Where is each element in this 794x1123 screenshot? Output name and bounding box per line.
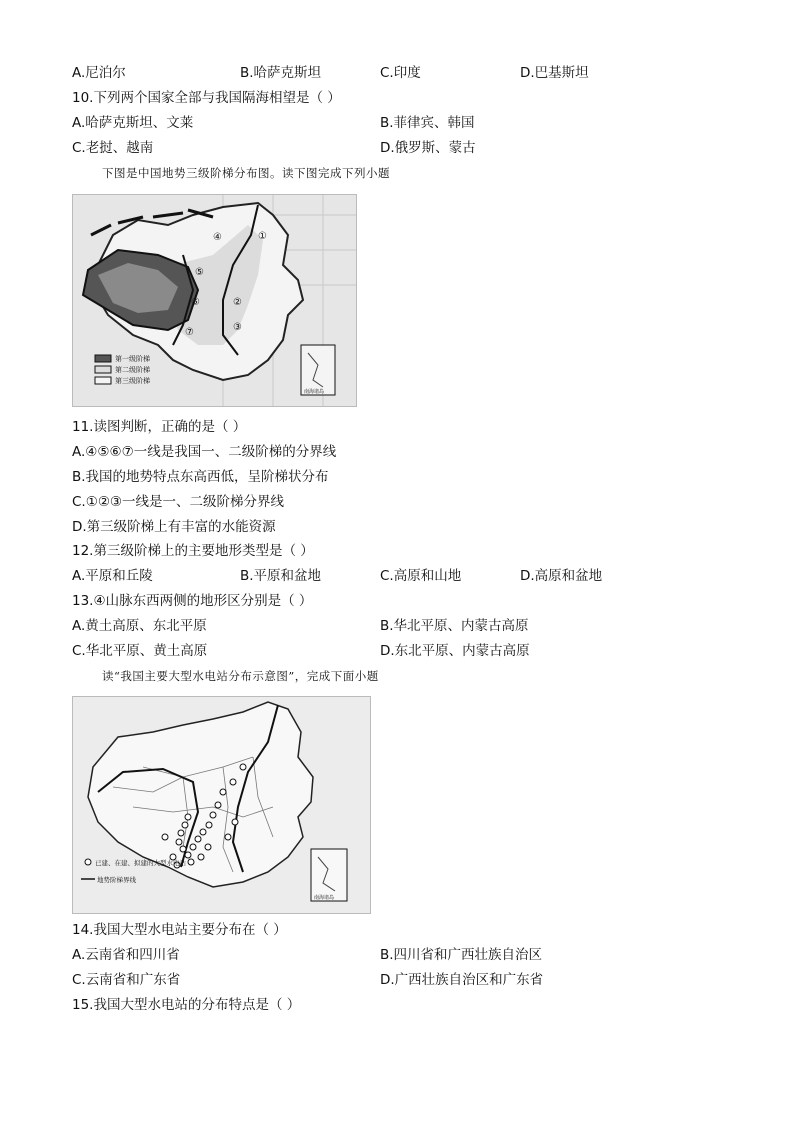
marker-2: ② — [233, 297, 242, 308]
q12-option-b: B.平原和盆地 — [240, 568, 322, 584]
marker-1: ① — [258, 231, 267, 242]
q12-option-a: A.平原和丘陵 — [72, 568, 153, 584]
marker-5: ⑤ — [195, 267, 204, 278]
q14-option-d: D.广西壮族自治区和广东省 — [380, 972, 544, 988]
legend-second-step: 第二级阶梯 — [115, 366, 150, 374]
legend-third-step: 第三级阶梯 — [115, 377, 150, 385]
q13-option-b: B.华北平原、内蒙古高原 — [380, 618, 529, 634]
q9-option-a: A.尼泊尔 — [72, 65, 126, 81]
q12-option-c: C.高原和山地 — [380, 568, 462, 584]
q9-option-b: B.哈萨克斯坦 — [240, 65, 322, 81]
q13-option-a: A.黄土高原、东北平原 — [72, 618, 207, 634]
q14-stem: 14.我国大型水电站主要分布在（ ） — [72, 922, 287, 938]
q10-option-b: B.菲律宾、韩国 — [380, 115, 475, 131]
intro-hydro-map: 读“我国主要大型水电站分布示意图”，完成下面小题 — [102, 669, 379, 683]
inset-label: 南海诸岛 — [304, 389, 325, 395]
south-sea-inset — [301, 345, 335, 395]
marker-7: ⑦ — [185, 327, 194, 338]
legend-step-boundary: 地势阶梯界线 — [97, 876, 136, 884]
q9-option-d: D.巴基斯坦 — [520, 65, 589, 81]
q14-option-c: C.云南省和广东省 — [72, 972, 181, 988]
q12-stem: 12.第三级阶梯上的主要地形类型是（ ） — [72, 543, 314, 559]
q11-stem: 11.读图判断，正确的是（ ） — [72, 419, 247, 435]
terrain-steps-map — [72, 194, 357, 407]
hydropower-map — [72, 696, 371, 914]
q15-stem: 15.我国大型水电站的分布特点是（ ） — [72, 997, 301, 1013]
map1-legend — [95, 354, 150, 385]
q12-option-d: D.高原和盆地 — [520, 568, 603, 584]
hydropower-map-graphic — [73, 697, 370, 913]
q14-option-b: B.四川省和广西壮族自治区 — [380, 947, 543, 963]
marker-3: ③ — [233, 322, 242, 333]
q10-stem: 10.下列两个国家全部与我国隔海相望是（ ） — [72, 90, 341, 106]
legend-hydropower-station: 已建、在建、拟建的大型水电站 — [95, 859, 186, 867]
q11-option-a: A.④⑤⑥⑦一线是我国一、二级阶梯的分界线 — [72, 444, 337, 460]
south-sea-inset-2 — [311, 849, 347, 901]
q13-option-c: C.华北平原、黄土高原 — [72, 643, 208, 659]
q11-option-b: B.我国的地势特点东高西低，呈阶梯状分布 — [72, 469, 329, 485]
q10-option-a: A.哈萨克斯坦、文莱 — [72, 115, 194, 131]
inset-label-2: 南海诸岛 — [314, 895, 335, 901]
q10-option-d: D.俄罗斯、蒙古 — [380, 140, 476, 156]
marker-6: ⑥ — [191, 297, 200, 308]
q14-option-a: A.云南省和四川省 — [72, 947, 180, 963]
q10-option-c: C.老挝、越南 — [72, 140, 154, 156]
legend-first-step: 第一级阶梯 — [115, 355, 150, 363]
q11-option-d: D.第三级阶梯上有丰富的水能资源 — [72, 519, 276, 535]
q9-option-c: C.印度 — [380, 65, 421, 81]
q13-option-d: D.东北平原、内蒙古高原 — [380, 643, 530, 659]
q13-stem: 13.④山脉东西两侧的地形区分别是（ ） — [72, 593, 313, 609]
intro-terrain-map: 下图是中国地势三级阶梯分布图。读下图完成下列小题 — [102, 166, 390, 180]
q11-option-c: C.①②③一线是一、二级阶梯分界线 — [72, 494, 285, 510]
terrain-steps-map-graphic — [73, 195, 356, 406]
marker-4: ④ — [213, 232, 222, 243]
